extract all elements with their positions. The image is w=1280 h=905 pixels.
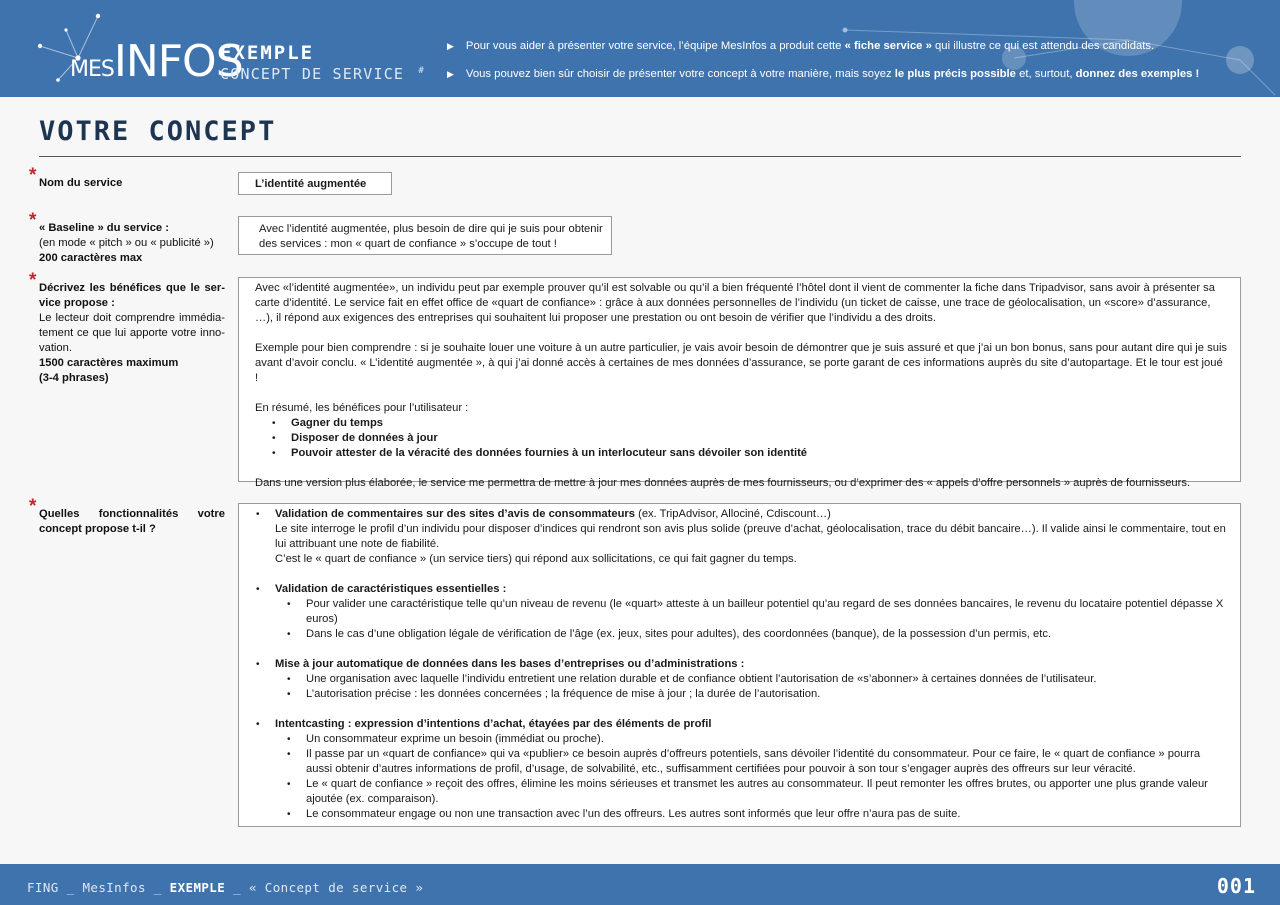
benefits-hint-line-2: tement ce que lui apporte votre inno- xyxy=(39,327,225,339)
header-subtitle xyxy=(220,65,425,83)
required-marker: * xyxy=(29,496,37,517)
feature-subitem: • L’autorisation précise : les données concernées ; la fréquence de mise à jour ; la durée de l’autorisation. xyxy=(306,687,1228,702)
header-title: EXEMPLE xyxy=(220,42,315,64)
required-marker: * xyxy=(29,270,37,291)
instruction-1-end: qui illustre ce qui est attendu des candidats. xyxy=(931,40,1155,52)
feature-item xyxy=(275,657,1228,717)
feature-3-title: Mise à jour automatique de données dans les bases d’entreprises ou d’administrations : xyxy=(275,658,745,670)
features-field[interactable] xyxy=(238,503,1241,827)
benefits-label-line-1: Décrivez les bénéfices que le ser- xyxy=(39,282,225,294)
benefits-hint-line-1: Le lecteur doit comprendre immédia- xyxy=(39,312,225,324)
features-label-line-2: concept propose t-il ? xyxy=(39,523,156,535)
title-divider xyxy=(39,156,1241,157)
bullet-triangle-icon: ▶ xyxy=(447,69,454,79)
instruction-1-text: Pour vous aider à présenter votre service, l’équipe MesInfos a produit cette xyxy=(465,40,845,52)
features-list xyxy=(239,507,1228,822)
footer-mesinfos: MesInfos xyxy=(82,880,146,895)
required-marker: * xyxy=(29,165,37,186)
feature-subitem: • Pour valider une caractéristique telle qu’un niveau de revenu (le «quart» atteste à un bailleur potentiel qu’au regard de ses données bancaires, le revenu du locataire potentiel dépasse X euros) xyxy=(306,597,1228,627)
footer-separator: _ xyxy=(145,880,170,895)
feature-item xyxy=(275,507,1228,582)
logo-mes: MES xyxy=(70,57,114,82)
bullet-triangle-icon: ▶ xyxy=(447,41,454,51)
feature-subitem: • Le consommateur engage ou non une transaction avec l’un des offreurs. Les autres sont informés que leur offre n’aura pas de suite. xyxy=(306,807,1228,822)
benefits-hint-line-3: vation. xyxy=(39,342,72,354)
feature-item xyxy=(275,717,1228,822)
footer-exemple: EXEMPLE xyxy=(169,880,226,895)
footer-fing: FING xyxy=(27,880,59,895)
baseline-hint: (en mode « pitch » ou « publicité ») xyxy=(39,237,214,249)
benefits-summary-intro: En résumé, les bénéfices pour l’utilisateur : xyxy=(255,402,469,414)
baseline-value-line-2: des services : mon « quart de confiance » s’occupe de tout ! xyxy=(259,238,557,250)
feature-1-text-2: C’est le « quart de confiance » (un service tiers) qui répond aux sollicitations, ce qui fait gagner du temps. xyxy=(275,553,797,565)
service-name-value: L’identité augmentée xyxy=(255,178,367,190)
service-name-field[interactable] xyxy=(238,172,392,195)
baseline-field[interactable] xyxy=(238,216,612,255)
features-label-line-1: Quelles fonctionnalités votre xyxy=(39,508,225,520)
page-number: 001 xyxy=(1216,874,1256,898)
subtitle-mark: # xyxy=(418,66,426,76)
feature-1-title: Validation de commentaires sur des sites d’avis de consommateurs xyxy=(275,508,635,520)
benefit-item xyxy=(291,446,1228,461)
feature-subitem: • Le « quart de confiance » reçoit des offres, élimine les moins sérieuses et transmet les autres au consommateur. Il peut remonter les offres brutes, ou apporter une plus grande valeur ajoutée (ex. comparaison). xyxy=(306,777,1228,807)
footer-bar xyxy=(0,864,1280,905)
baseline-label xyxy=(39,221,225,266)
instruction-2-bold-1: le plus précis possible xyxy=(894,68,1016,80)
baseline-label-text: « Baseline » du service : xyxy=(39,222,169,234)
feature-subitem: • Une organisation avec laquelle l’individu entretient une relation durable et de confiance obtient l’autorisation de «s’abonner» à certaines données de l’utilisateur. xyxy=(306,672,1228,687)
benefits-paragraph-2: Exemple pour bien comprendre : si je souhaite louer une voiture à un autre particulier, je vais avoir besoin de démontrer que je suis assuré et que j’ai un bon bonus, sans pour autant dire qui je suis avant d’avoir conclu. « L’identité augmentée », à qui j’ai donné accès à certaines de mes données d’assurance, se porte garant de ces informations auprès du site d’autopartage. Et le tour est joué ! xyxy=(255,342,1228,384)
page-title: VOTRE CONCEPT xyxy=(39,116,277,147)
logo-infos: INFOS xyxy=(113,36,243,87)
benefit-item xyxy=(291,431,1228,446)
instruction-2-bold-2: donnez des exemples ! xyxy=(1075,68,1200,80)
benefits-limit-2: (3-4 phrases) xyxy=(39,372,109,384)
feature-item xyxy=(275,582,1228,657)
benefits-list xyxy=(255,416,1228,461)
benefits-limit: 1500 caractères maximum xyxy=(39,357,179,369)
required-marker: * xyxy=(29,210,37,231)
benefits-label xyxy=(39,281,225,386)
header-banner xyxy=(0,0,1280,97)
subtitle-text: CONCEPT DE SERVICE xyxy=(220,65,405,83)
header-instruction-1 xyxy=(447,40,1154,52)
benefits-label-line-2: vice propose : xyxy=(39,297,115,309)
benefit-item-text: Pouvoir attester de la véracité des données fournies à un interlocuteur sans dévoiler son identité xyxy=(291,447,808,459)
feature-2-title: Validation de caractéristiques essentielles : xyxy=(275,583,507,595)
instruction-2-mid: et, surtout, xyxy=(1015,68,1076,80)
benefit-item xyxy=(291,416,1228,431)
baseline-limit: 200 caractères max xyxy=(39,252,143,264)
benefits-paragraph-4: Dans une version plus élaborée, le service me permettra de mettre à jour mes données auprès de mes fournisseurs, ou d’exprimer des « appels d’offre personnels » auprès de fournisseurs. xyxy=(255,477,1191,489)
mesinfos-logo xyxy=(70,36,243,87)
feature-1-text-1: Le site interroge le profil d’un individu pour disposer d’indices qui rendront son avis plus solide (preuve d’achat, géolocalisation, trace du débit bancaire…). Il valide ainsi le commentaire, tout en lui attribuant une note de fiabilité. xyxy=(275,523,1226,550)
feature-subitem: • Un consommateur exprime un besoin (immédiat ou proche). xyxy=(306,732,1228,747)
feature-3-sublist xyxy=(275,672,1228,702)
footer-concept: « Concept de service » xyxy=(248,880,424,895)
benefit-item-text: Gagner du temps xyxy=(291,417,384,429)
header-instruction-2 xyxy=(447,68,1199,80)
feature-subitem: • Il passe par un «quart de confiance» qui va «publier» ce besoin auprès d’offreurs potentiels, sans dévoiler l’identité du consommateur. Pour ce faire, le « quart de confiance » pourra aussi obtenir d’autres informations de profil, d’usage, de solvabilité, etc., suffisamment certifiées pour pouvoir à son tour s’engager auprès des offreurs sur leur véracité. xyxy=(306,747,1228,777)
features-label xyxy=(39,507,225,537)
feature-2-sublist xyxy=(275,597,1228,642)
feature-1-title-rest: (ex. TripAdvisor, Allociné, Cdiscount…) xyxy=(635,508,831,520)
benefit-item-text: Disposer de données à jour xyxy=(291,432,438,444)
service-name-label-text: Nom du service xyxy=(39,177,123,189)
service-name-label xyxy=(39,176,225,191)
footer-separator: _ xyxy=(225,880,249,895)
footer-separator: _ xyxy=(58,880,83,895)
instruction-1-bold: « fiche service » xyxy=(844,40,932,52)
feature-4-sublist xyxy=(275,732,1228,822)
benefits-field[interactable] xyxy=(238,277,1241,489)
feature-subitem: • Dans le cas d’une obligation légale de vérification de l’âge (ex. jeux, sites pour adultes), des coordonnées (banque), de la possession d’un permis, etc. xyxy=(306,627,1228,642)
baseline-value-line-1: Avec l’identité augmentée, plus besoin de dire qui je suis pour obtenir xyxy=(259,223,603,235)
feature-4-title: Intentcasting : expression d’intentions d’achat, étayées par des éléments de profil xyxy=(275,718,712,730)
instruction-2-text: Vous pouvez bien sûr choisir de présenter votre concept à votre manière, mais soyez xyxy=(465,68,895,80)
footer-breadcrumb xyxy=(27,880,423,895)
benefits-paragraph-1: Avec «l’identité augmentée», un individu peut par exemple prouver qu’il est solvable ou qu’il a bien fréquenté l’hôtel dont il vient de commenter la fiche dans Tripadvisor, sans avoir à présenter sa carte d’identité. Le service fait en effet office de «quart de confiance» : grâce à aux données personnelles de l’individu (un ticket de caisse, une trace de géolocalisation, un «score» d’assurance, …), il répond aux exigences des entreprises qui souhaitent lui proposer une prestation ou ont besoin de vérifier que l’individu a des droits. xyxy=(255,282,1215,324)
